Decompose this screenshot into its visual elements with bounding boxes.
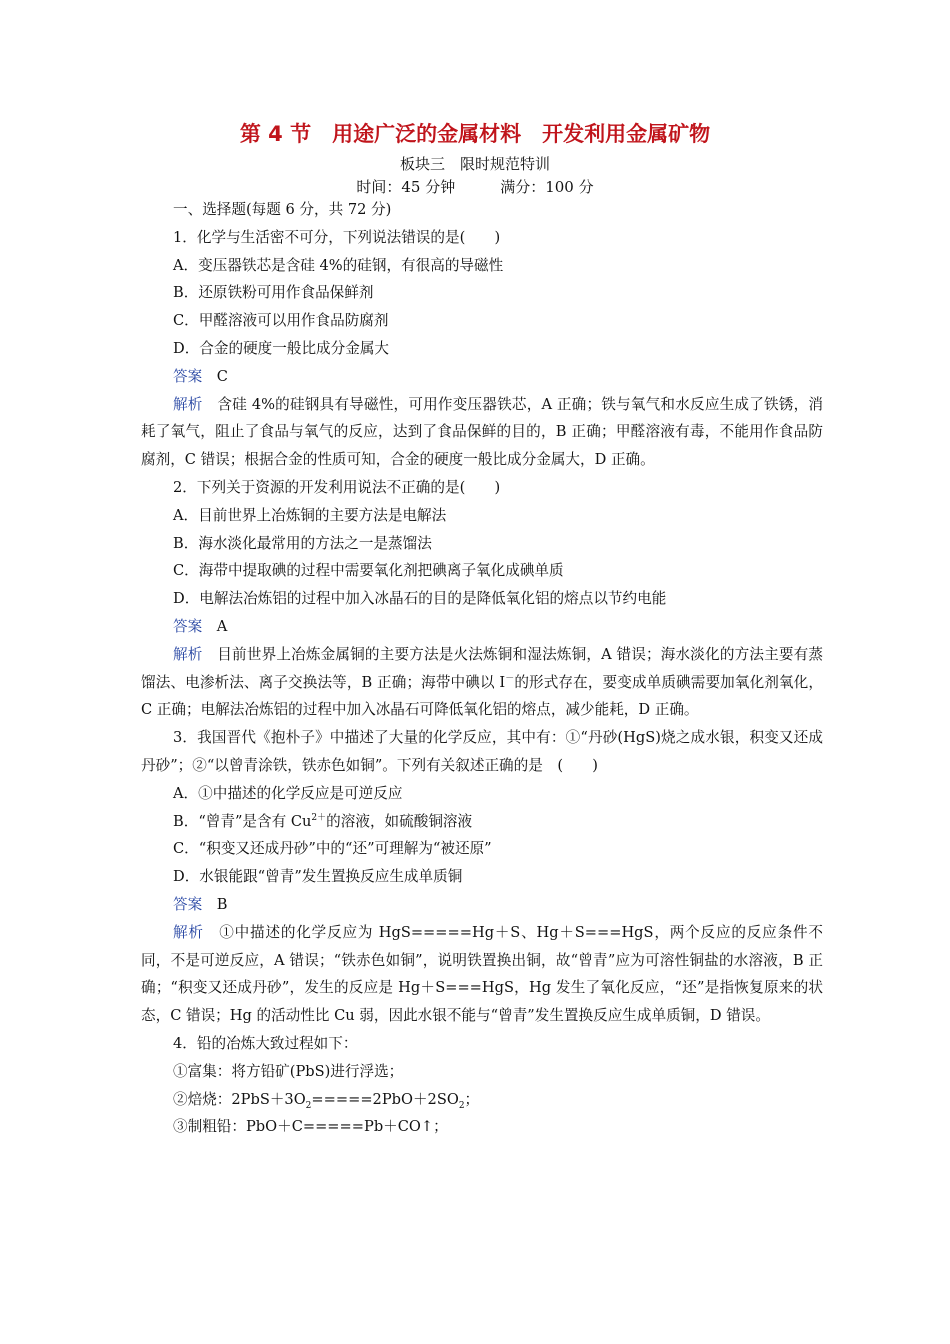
q1-answer-value: C <box>202 367 228 385</box>
answer-label: 答案 <box>173 895 203 913</box>
superscript: － <box>505 673 515 684</box>
q3-option-d: D．水银能跟“曾青”发生置换反应生成单质铜 <box>173 868 463 886</box>
q1-analysis-text: 含硅 4%的硅钢具有导磁性，可用作变压器铁芯，A 正确；铁与氧气和水反应生成了铁锈，消耗了氧气，阻止了食品与氧气的反应，达到了食品保鲜的目的，B 正确；甲醛溶液有毒，不能用作食品防腐剂，C 错误；根据合金的性质可知，合金的硬度一般比成分金属大，D 正确。 <box>141 395 823 469</box>
q3-analysis-text: ①中描述的化学反应为 HgS=====Hg＋S、Hg＋S===HgS，两个反应的反应条件不同，不是可逆反应，A 错误；“铁赤色如铜”，说明铁置换出铜，故“曾青”应为可溶性铜盐的水溶液，B 正确；“积变又还成丹砂”，发生的反应是 Hg＋S===HgS，Hg 发生了氧化反应，“还”是指恢复原来的状态，C 错误；Hg 的活动性比 Cu 弱，因此水银不能与“曾青”发生置换反应生成单质铜，D 错误。 <box>141 923 823 1025</box>
q2-analysis-text-2: 的形式存在，要变成单质碘需要加氧化剂氧化，C 正确；电解法冶炼铝的过程中加入冰晶石可降低氧化铝的熔点，减少能耗，D 正确。 <box>141 673 823 719</box>
q4-step-2-text-3: ； <box>464 1090 480 1108</box>
q1-option-c: C．甲醛溶液可以用作食品防腐剂 <box>173 312 389 330</box>
q3-answer <box>141 891 823 919</box>
analysis-label: 解析 <box>173 645 203 663</box>
q4-stem: 4．铅的冶炼大致过程如下： <box>173 1034 358 1052</box>
q3-analysis <box>141 919 823 1030</box>
q3-option-c: C．“积变又还成丹砂”中的“还”可理解为“被还原” <box>173 840 492 858</box>
q4-step-3: ③制粗铅：PbO＋C=====Pb＋CO↑； <box>173 1118 448 1136</box>
superscript: 2＋ <box>311 812 327 823</box>
page-subtitle: 板块三 限时规范特训 <box>399 155 550 173</box>
analysis-label: 解析 <box>173 923 204 941</box>
q3-option-b-text-2: 的溶液，如硫酸铜溶液 <box>326 812 473 830</box>
q3-option-b-text-1: B．“曾青”是含有 Cu <box>173 812 312 830</box>
page-title: 第 4 节 用途广泛的金属材料 开发利用金属矿物 <box>239 122 711 146</box>
q2-option-c: C．海带中提取碘的过程中需要氧化剂把碘离子氧化成碘单质 <box>173 562 564 580</box>
q3-stem: 3．我国晋代《抱朴子》中描述了大量的化学反应，其中有：①“丹砂(HgS)烧之成水银，积变又还成丹砂”；②“以曾青涂铁，铁赤色如铜”。下列有关叙述正确的是 ( ) <box>141 729 823 774</box>
subscript: 2 <box>305 1100 312 1111</box>
answer-label: 答案 <box>173 617 203 635</box>
q2-analysis-text-1: 目前世界上冶炼金属铜的主要方法是火法炼铜和湿法炼铜，A 错误；海水淡化的方法主要有蒸馏法、电渗析法、离子交换法等，B 正确；海带中碘以 I <box>141 645 823 691</box>
q1-stem: 1．化学与生活密不可分，下列说法错误的是( ) <box>173 228 501 246</box>
q1-answer <box>141 363 823 391</box>
subscript: 2 <box>458 1100 465 1111</box>
answer-label: 答案 <box>173 367 203 385</box>
q4-step-2-text-1: ②焙烧：2PbS＋3O <box>173 1090 306 1108</box>
q3-option-b <box>141 808 823 836</box>
q1-analysis <box>141 391 823 474</box>
q3-option-a: A．①中描述的化学反应是可逆反应 <box>173 784 403 802</box>
analysis-label: 解析 <box>173 395 203 413</box>
time-score-line: 时间：45 分钟 满分：100 分 <box>356 178 594 196</box>
q4-step-2-text-2: =====2PbO＋2SO <box>311 1090 459 1108</box>
q2-answer-value: A <box>202 617 228 635</box>
q3-answer-value: B <box>202 895 228 913</box>
q2-stem: 2．下列关于资源的开发利用说法不正确的是( ) <box>173 478 501 496</box>
q2-analysis <box>141 641 823 724</box>
q1-option-a: A．变压器铁芯是含硅 4%的硅钢，有很高的导磁性 <box>173 256 504 274</box>
q4-step-1: ①富集：将方铅矿(PbS)进行浮选； <box>173 1062 404 1080</box>
q2-option-a: A．目前世界上冶炼铜的主要方法是电解法 <box>173 506 447 524</box>
document-body <box>141 196 823 1141</box>
q2-option-d: D．电解法冶炼铝的过程中加入冰晶石的目的是降低氧化铝的熔点以节约电能 <box>173 590 667 608</box>
q4-step-2 <box>141 1086 823 1114</box>
q2-option-b: B．海水淡化最常用的方法之一是蒸馏法 <box>173 534 432 552</box>
section-heading: 一、选择题(每题 6 分，共 72 分) <box>173 201 392 218</box>
q1-option-b: B．还原铁粉可用作食品保鲜剂 <box>173 284 374 302</box>
q2-answer <box>141 613 823 641</box>
q1-option-d: D．合金的硬度一般比成分金属大 <box>173 339 390 357</box>
